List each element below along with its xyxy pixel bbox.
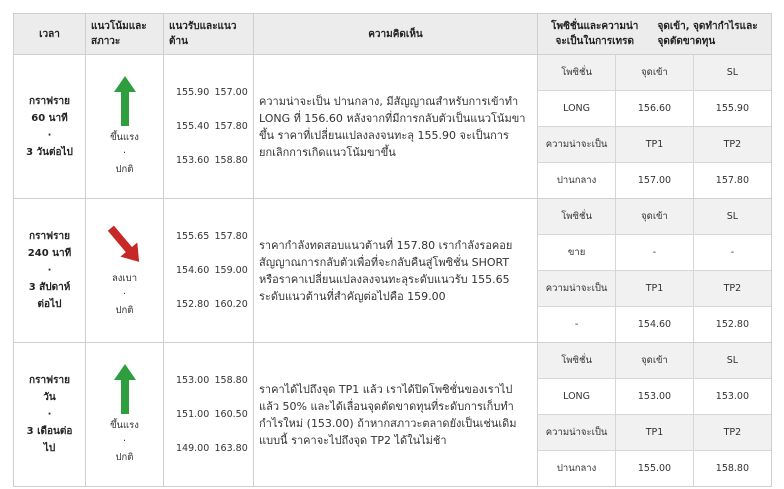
grid-label: SL bbox=[693, 55, 771, 91]
comment-cell: ราคาได้ไปถึงจุด TP1 แล้ว เราได้ปิดโพซิชั่นของเราไปแล้ว 50% และได้เลื่อนจุดตัดขาดทุนที่ระดับการเก็บทำกำไรใหม่ (153.00) ถ้าหากสภาวะตลาดยังเป็นเช่นเดิมแบบนี้ ราคาจะไปถึงจุด TP2 ได้ในไม่ช้า bbox=[254, 343, 538, 487]
table-row bbox=[14, 55, 772, 199]
grid-label: จุดเข้า bbox=[616, 343, 694, 379]
grid-value: - bbox=[538, 307, 616, 343]
trade-grid-cell bbox=[538, 343, 772, 487]
level-pair: 153.00 158.80 bbox=[176, 374, 248, 386]
header-position-points bbox=[538, 14, 772, 55]
header-timeframe: เวลา bbox=[14, 14, 86, 55]
level-pair: 155.90 157.00 bbox=[176, 86, 248, 98]
grid-value: 152.80 bbox=[693, 307, 771, 343]
header-position: โพซิชั่นและความน่า จะเป็นในการเทรด bbox=[551, 21, 639, 47]
header-levels: แนวรับและแนว ต้าน bbox=[164, 14, 254, 55]
grid-label: TP2 bbox=[693, 415, 771, 451]
grid-label: จุดเข้า bbox=[616, 199, 694, 235]
grid-value: 157.80 bbox=[693, 163, 771, 199]
arrow-up-icon bbox=[114, 364, 136, 414]
header-points: จุดเข้า, จุดทำกำไรและ จุดตัดขาดทุน bbox=[657, 21, 758, 47]
grid-label: TP1 bbox=[616, 127, 694, 163]
trade-grid-cell bbox=[538, 55, 772, 199]
condition-label: ปกติ bbox=[115, 304, 134, 316]
grid-value: ปานกลาง bbox=[538, 163, 616, 199]
comment-cell: ราคากำลังทดสอบแนวต้านที่ 157.80 เรากำลังรอคอยสัญญาณการกลับตัวเพื่อที่จะกลับคืนสู่โพซิชั่น SHORT หรือราคาเปลี่ยนแปลงลงจนทะลุระดับแนวรับ 155.65 ระดับแนวต้านที่สำคัญต่อไปคือ 159.00 bbox=[254, 199, 538, 343]
condition-label: ปกติ bbox=[115, 163, 134, 175]
grid-label: ความน่าจะเป็น bbox=[538, 415, 616, 451]
table-row bbox=[14, 343, 772, 487]
grid-value: ขาย bbox=[538, 235, 616, 271]
grid-label: โพซิชั่น bbox=[538, 343, 616, 379]
grid-label: SL bbox=[693, 199, 771, 235]
level-pair: 153.60 158.80 bbox=[176, 154, 248, 166]
level-pair: 151.00 160.50 bbox=[176, 408, 248, 420]
levels-cell bbox=[164, 199, 254, 343]
grid-label: TP2 bbox=[693, 271, 771, 307]
trend-cell: ลงเบา · ปกติ bbox=[86, 199, 164, 343]
grid-label: ความน่าจะเป็น bbox=[538, 271, 616, 307]
grid-value: - bbox=[616, 235, 694, 271]
trend-cell: ขึ้นแรง · ปกติ bbox=[86, 55, 164, 199]
trade-grid bbox=[538, 199, 771, 342]
trade-grid bbox=[538, 343, 771, 486]
forecast-table bbox=[13, 13, 772, 487]
trend-label: ขึ้นแรง bbox=[110, 131, 139, 143]
trade-grid-cell bbox=[538, 199, 772, 343]
grid-value: LONG bbox=[538, 379, 616, 415]
grid-label: จุดเข้า bbox=[616, 55, 694, 91]
levels-cell bbox=[164, 55, 254, 199]
grid-value: 158.80 bbox=[693, 451, 771, 487]
header-row bbox=[14, 14, 772, 55]
grid-value: 155.90 bbox=[693, 91, 771, 127]
grid-value: 157.00 bbox=[616, 163, 694, 199]
grid-value: 156.60 bbox=[616, 91, 694, 127]
grid-value: ปานกลาง bbox=[538, 451, 616, 487]
comment-cell: ความน่าจะเป็น ปานกลาง, มีสัญญาณสำหรับการเข้าทำ LONG ที่ 156.60 หลังจากที่มีการกลับตัวเป็นแนวโน้มขาขึ้น ราคาที่เปลี่ยนแปลงลงจนทะลุ 155.90 จะเป็นการยกเลิกการเกิดแนวโน้มขาขึ้น bbox=[254, 55, 538, 199]
arrow-down-right-icon bbox=[105, 223, 145, 267]
grid-value: - bbox=[693, 235, 771, 271]
grid-label: SL bbox=[693, 343, 771, 379]
timeframe-cell: กราฟราย 240 นาที · 3 สัปดาห์ ต่อไป bbox=[14, 199, 86, 343]
timeframe-cell: กราฟราย 60 นาที · 3 วันต่อไป bbox=[14, 55, 86, 199]
arrow-up-icon bbox=[114, 76, 136, 126]
level-pair: 149.00 163.80 bbox=[176, 442, 248, 454]
grid-label: TP2 bbox=[693, 127, 771, 163]
trade-grid bbox=[538, 55, 771, 198]
header-trend: แนวโน้มและ สภาวะ bbox=[86, 14, 164, 55]
grid-label: โพซิชั่น bbox=[538, 199, 616, 235]
trend-label: ขึ้นแรง bbox=[110, 419, 139, 431]
levels-cell bbox=[164, 343, 254, 487]
grid-label: ความน่าจะเป็น bbox=[538, 127, 616, 163]
grid-value: 153.00 bbox=[693, 379, 771, 415]
grid-label: TP1 bbox=[616, 415, 694, 451]
level-pair: 152.80 160.20 bbox=[176, 298, 248, 310]
header-comment: ความคิดเห็น bbox=[254, 14, 538, 55]
grid-value: 153.00 bbox=[616, 379, 694, 415]
level-pair: 154.60 159.00 bbox=[176, 264, 248, 276]
grid-value: 155.00 bbox=[616, 451, 694, 487]
grid-value: 154.60 bbox=[616, 307, 694, 343]
trend-cell: ขึ้นแรง · ปกติ bbox=[86, 343, 164, 487]
level-pair: 155.40 157.80 bbox=[176, 120, 248, 132]
grid-label: TP1 bbox=[616, 271, 694, 307]
table-row bbox=[14, 199, 772, 343]
condition-label: ปกติ bbox=[115, 451, 134, 463]
grid-label: โพซิชั่น bbox=[538, 55, 616, 91]
level-pair: 155.65 157.80 bbox=[176, 230, 248, 242]
timeframe-cell: กราฟราย วัน · 3 เดือนต่อ ไป bbox=[14, 343, 86, 487]
trend-label: ลงเบา bbox=[111, 272, 138, 284]
grid-value: LONG bbox=[538, 91, 616, 127]
